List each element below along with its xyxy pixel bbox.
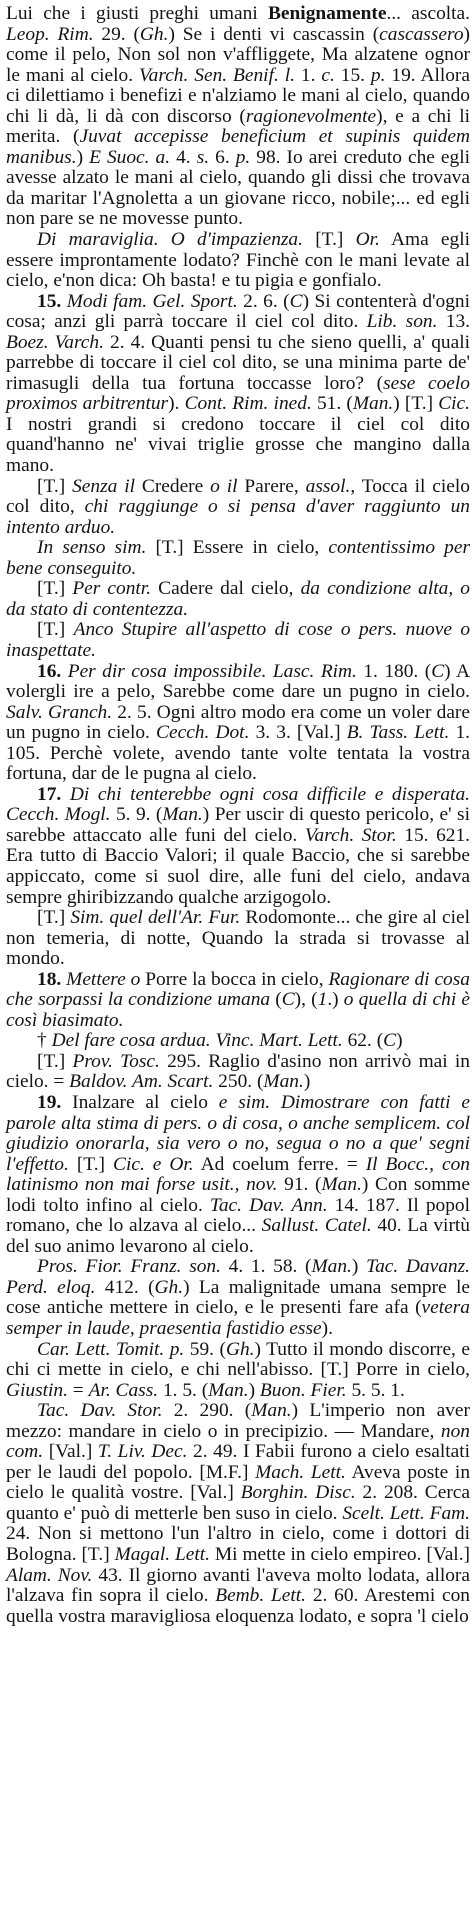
italic-text: Magal. Lett. (114, 1544, 210, 1566)
italic-text: e sim. Dimostrare con fatti e parole alta stima di pers. o di cosa, o anche semplicem. col giudizio onorarla, sia vero o no, segua o no a que' segni l'effetto. (6, 1091, 470, 1175)
italic-text: chi raggiunge o si pensa d'aver raggiunto un intento arduo. (6, 496, 470, 538)
italic-text: Man. (263, 1071, 304, 1093)
italic-text: cascassero (379, 23, 464, 45)
entry-paragraph (6, 538, 470, 579)
entry-paragraph (6, 1340, 470, 1402)
text-run: [T.] (302, 229, 356, 251)
text-run: 1. 5. ( (158, 1379, 209, 1401)
text-run: , Tocca il cielo col dito, (6, 475, 470, 518)
italic-text: B. Tass. Lett. (346, 722, 450, 744)
text-run: ) Per uscir di questo pericolo, e' si sarebbe attaccato alle funi del cielo. (6, 804, 470, 846)
italic-text: Pros. Fior. Franz. son. (37, 1256, 221, 1278)
italic-text: 1 (317, 989, 328, 1011)
text-run: ) La malignitade umana sempre le cose antiche mettere in cielo, e le presenti fare afa ( (6, 1276, 471, 1319)
entry-paragraph (6, 620, 470, 661)
italic-text: Scelt. Lett. Fam. (342, 1502, 470, 1524)
text-run: ) [T.] (393, 393, 439, 415)
italic-text: Mettere o (66, 968, 141, 990)
text-run: 43. Il giorno avanti l'aveva molto lodata, allora l'alzava fin sopra il cielo. (6, 1564, 470, 1607)
text-run: [T.] (68, 1153, 114, 1175)
italic-text: Ragionare di cosa che sorpassi la condizione umana (6, 968, 470, 1011)
italic-text: Mach. Lett. (255, 1461, 346, 1483)
entry-paragraph (6, 1093, 470, 1257)
italic-text: o quella di chi è così biasimato. (6, 989, 470, 1031)
entry-paragraph (6, 292, 470, 477)
entry-paragraph (6, 662, 470, 785)
section-number: 15. (37, 290, 62, 312)
text-run: Ad coelum ferre. = (193, 1153, 366, 1175)
entry-paragraph (6, 230, 470, 292)
text-run: 5. 5. 1. (346, 1379, 405, 1401)
text-run: † (37, 1030, 52, 1052)
text-run: 1. 105. Perchè volete, avendo tante volte tentata la vostra fortuna, dar de le pugna al cielo. (6, 722, 470, 785)
section-number: 19. (37, 1091, 62, 1113)
italic-text: Gh. (139, 23, 169, 45)
entry-paragraph (6, 785, 470, 908)
italic-text: Prov. Tosc. (72, 1050, 160, 1072)
text-run: Credere (135, 475, 211, 497)
text-run: 3. 3. [Val.] (249, 722, 347, 744)
italic-text: da condizione alta, o da stato di contentezza. (6, 578, 470, 620)
italic-text: Del fare cosa ardua. Vinc. Mart. Lett. (51, 1030, 343, 1052)
text-run: 59. ( (184, 1338, 226, 1360)
text-run: ). (168, 393, 185, 415)
text-run: 1. (294, 64, 322, 86)
text-run: 62. ( (342, 1030, 384, 1052)
text-run: 4. 1. 58. ( (220, 1256, 312, 1278)
section-number: 17. (37, 783, 62, 805)
text-run: 15. (334, 64, 371, 86)
italic-text: Di maraviglia. O d'impazienza. (37, 229, 303, 251)
text-run: ) Si contenterà d'ogni cosa; anzi gli parrà toccare il ciel col dito. (6, 290, 471, 333)
italic-text: Leop. Rim. (6, 23, 94, 45)
italic-text: E Suoc. a. (89, 146, 171, 168)
italic-text: Car. Lett. Tomit. p. (37, 1338, 185, 1360)
text-run: [T.] (37, 907, 71, 929)
italic-text: vetera semper in laude, praesentia fastidio esse (6, 1297, 470, 1339)
italic-text: s. (196, 146, 210, 168)
italic-text: Sim. quel dell'Ar. Fur. (70, 907, 241, 929)
text-run: 2. 208. Cerca quanto e' può di metterle ben suso in cielo. (6, 1482, 471, 1524)
italic-text: assol. (305, 475, 351, 497)
italic-text: Per dir cosa impossibile. Lasc. Rim. (67, 660, 357, 682)
italic-text: Man. (352, 393, 394, 415)
text-run: 2. 49. I Fabii furono a cielo esaltati per le laudi del popolo. [M.F.] (6, 1441, 471, 1483)
italic-text: sese coelo proximos arbitrentur (6, 372, 470, 415)
text-run: 2. 60. Arestemi con quella vostra maravigliosa eloquenza lodato, e sopra 'l cielo (6, 1585, 470, 1627)
italic-text: Il Bocc., con latinismo non mai forse usit., nov. (6, 1153, 470, 1196)
italic-text: Cic. (438, 393, 470, 415)
text-run: 15. 621. Era tutto di Baccio Valori; il quale Baccio, che si sarebbe appiccato, come si suol dire, alle funi del cielo, andava sempre ghiribizzando qualche arzigogolo. (6, 824, 471, 908)
italic-text: Baldov. Am. Scart. (69, 1071, 214, 1093)
italic-text: Cecch. Dot. (156, 722, 250, 744)
italic-text: Man. (311, 1256, 352, 1278)
italic-text: Man. (321, 1174, 362, 1196)
text-run: Parere, (237, 475, 306, 497)
italic-text: o il (210, 475, 238, 497)
italic-text: c. (321, 64, 335, 86)
text-run: Ama egli essere improntamente lodato? Finchè con le mani levate al cielo, e'non dica: Oh basta! e tu pigia e gonfialo. (6, 229, 470, 292)
text-run: [Val.] (43, 1441, 98, 1463)
text-run: ), e a chi li merita. ( (6, 105, 470, 148)
italic-text: Bemb. Lett. (215, 1585, 307, 1607)
italic-text: Salv. Granch. (6, 701, 113, 723)
entry-paragraph (6, 1401, 470, 1627)
text-run: .) (327, 989, 344, 1011)
italic-text: Gh. (154, 1276, 184, 1298)
text-run: ) (76, 146, 90, 168)
text-run: 2. 4. Quanti pensi tu che sieno quelli, a' quali parrebbe di toccare il ciel col dito, se una minima parte de' rimasugli della tua fortuna toccasse loro? ( (6, 331, 470, 394)
entry-paragraph (6, 1052, 470, 1093)
text-run: ) come il pelo, Non sol non v'affliggete, Ma alzatene ognor le mani al cielo. (6, 23, 470, 86)
italic-text: T. Liv. Dec. (97, 1441, 188, 1463)
text-run: 1. 180. ( (356, 660, 432, 682)
text-run: 19. Allora ci dilettiamo i benefizi e n'alziamo le mani al cielo, quando chi li dà, li dà con discorso ( (6, 64, 470, 127)
text-run: 2. 290. ( (162, 1400, 252, 1422)
italic-text: Buon. Fier. (259, 1379, 347, 1401)
text-run: ) (396, 1030, 403, 1052)
entry-paragraph (6, 579, 470, 620)
text-run: 24. Non si mettono l'un l'altro in cielo, come i dottori di Bologna. [T.] (6, 1523, 470, 1566)
text-run: 91. ( (277, 1174, 322, 1196)
text-run: Aveva poste in cielo le qualità vostre. [Val.] (6, 1461, 471, 1504)
italic-text: Sallust. Catel. (261, 1215, 372, 1237)
italic-text: Di chi tenterebbe ogni cosa difficile e disperata. Cecch. Mogl. (6, 783, 470, 826)
italic-text: Man. (208, 1379, 249, 1401)
italic-text: p. (235, 146, 251, 168)
text-run: ) Tutto il mondo discorre, e chi ci mette in cielo, e chi nell'abisso. [T.] Porre in cielo, (6, 1338, 470, 1381)
italic-text: C (289, 290, 303, 312)
text-run: 13. (437, 311, 470, 333)
text-run: [T.] (37, 1050, 73, 1072)
text-run: 51. ( (311, 393, 353, 415)
italic-text: Gh. (225, 1338, 255, 1360)
text-run: Lui che i giusti preghi umani (6, 3, 268, 24)
italic-text: Tac. Davanz. Perd. eloq. (6, 1256, 471, 1298)
text-run: ) Con somme lodi tolto infino al cielo. (6, 1174, 470, 1216)
text-run (61, 784, 70, 805)
text-run: 4. (170, 146, 197, 168)
italic-text: Per contr. (72, 578, 152, 600)
text-run: Rodomonte... che gire al ciel non temeria, di notte, Quando la strada si trovasse al mondo. (6, 907, 470, 970)
italic-text: Borghin. Disc. (240, 1482, 356, 1504)
italic-text: Lib. son. (366, 311, 438, 333)
text-run: ), ( (294, 989, 318, 1011)
text-run: 412. ( (95, 1276, 155, 1298)
text-run: 40. La virtù del suo animo levarono al cielo. (6, 1215, 470, 1257)
italic-text: Modi fam. Gel. Sport. (66, 290, 238, 312)
entry-paragraph (6, 908, 470, 970)
italic-text: Cic. e Or. (113, 1153, 194, 1175)
section-number: 16. (37, 660, 62, 682)
italic-text: In senso sim. (37, 537, 147, 559)
italic-text: Juvat accepisse beneficium et supinis quidem manibus. (6, 126, 470, 168)
text-run: Mi mette in cielo empireo. [Val.] (210, 1544, 470, 1566)
italic-text: Man. (251, 1400, 292, 1422)
text-run: ) (248, 1379, 260, 1401)
italic-text: Varch. Stor. (304, 824, 397, 846)
italic-text: p. (370, 64, 386, 86)
text-run: [T.] Essere in cielo, (146, 537, 329, 559)
italic-text: C (383, 1030, 397, 1052)
text-run: = (67, 1379, 89, 1401)
text-run: ... ascolta. (386, 3, 470, 24)
text-run: 2. 5. Ogni altro modo era come un voler dare un pugno in cielo. (6, 701, 470, 744)
section-number: Benignamente (267, 3, 387, 24)
italic-text: Cont. Rim. ined. (184, 393, 312, 415)
text-run: [T.] (37, 475, 73, 497)
italic-text: C (431, 660, 445, 682)
text-run: 2. 6. ( (237, 290, 290, 312)
italic-text: Tac. Dav. Ann. (209, 1194, 328, 1216)
italic-text: Giustin. (6, 1379, 68, 1401)
section-number: 18. (37, 968, 62, 990)
italic-text: contentissimo per bene conseguito. (6, 537, 470, 579)
text-run: [T.] (37, 578, 73, 600)
text-run: 29. ( (93, 23, 140, 45)
text-run: 98. Io arei creduto che egli avesse alzato le mani al cielo, quando gli dissi che trovava da maritar l'Agnoletta a un giovane ricco, nobile;... ed egli non pare se ne movesse punto. (6, 146, 471, 230)
italic-text: Boez. Varch. (6, 331, 104, 353)
text-run: 6. (209, 146, 236, 168)
entry-paragraph (6, 4, 470, 230)
italic-text: Ar. Cass. (88, 1379, 159, 1401)
text-run: 5. 9. ( (110, 804, 163, 826)
text-run: 14. 187. Il popol romano, che lo alzava al cielo... (6, 1194, 470, 1237)
italic-text: Senza il (72, 475, 135, 497)
italic-text: Tac. Dav. Stor. (37, 1400, 163, 1422)
entry-paragraph (6, 1257, 470, 1339)
italic-text: ragionevolmente (245, 105, 377, 127)
entry-paragraph (6, 1031, 470, 1052)
italic-text: C (281, 989, 295, 1011)
text-run: 250. ( (213, 1071, 264, 1093)
text-run: ) (303, 1071, 311, 1093)
entry-paragraph (6, 970, 470, 1032)
italic-text: Alam. Nov. (6, 1564, 93, 1586)
text-run: ( (270, 989, 282, 1011)
text-run: [T.] (37, 619, 74, 641)
text-run: I nostri grandi si credono toccare il ciel col dito quand'hanno ne' vivai triglie grosse che mangino dalla mano. (6, 413, 470, 477)
italic-text: non com. (6, 1420, 470, 1463)
italic-text: Anco Stupire all'aspetto di cose o pers. nuove o inaspettate. (6, 619, 471, 661)
text-run: ) L'imperio non aver mezzo: mandare in cielo o in precipizio. — Mandare, (6, 1400, 470, 1442)
text-run: ) (351, 1256, 367, 1278)
italic-text: Varch. Sen. Benif. l. (138, 64, 295, 86)
text-run: Porre la bocca in cielo, (140, 968, 329, 990)
text-run: ). (321, 1318, 333, 1339)
italic-text: Or. (355, 229, 380, 251)
text-run: 295. Raglio d'asino non arrivò mai in cielo. = (6, 1050, 470, 1093)
text-run: Inalzare al cielo (61, 1091, 219, 1113)
text-run: ) Se i denti vi cascassin ( (168, 23, 380, 45)
text-run: Cadere dal cielo, (151, 578, 301, 600)
entry-paragraph (6, 477, 470, 539)
italic-text: Man. (162, 804, 203, 826)
text-run: ) A volergli ire a pelo, Sarebbe come dare un pugno in cielo. (6, 660, 470, 703)
